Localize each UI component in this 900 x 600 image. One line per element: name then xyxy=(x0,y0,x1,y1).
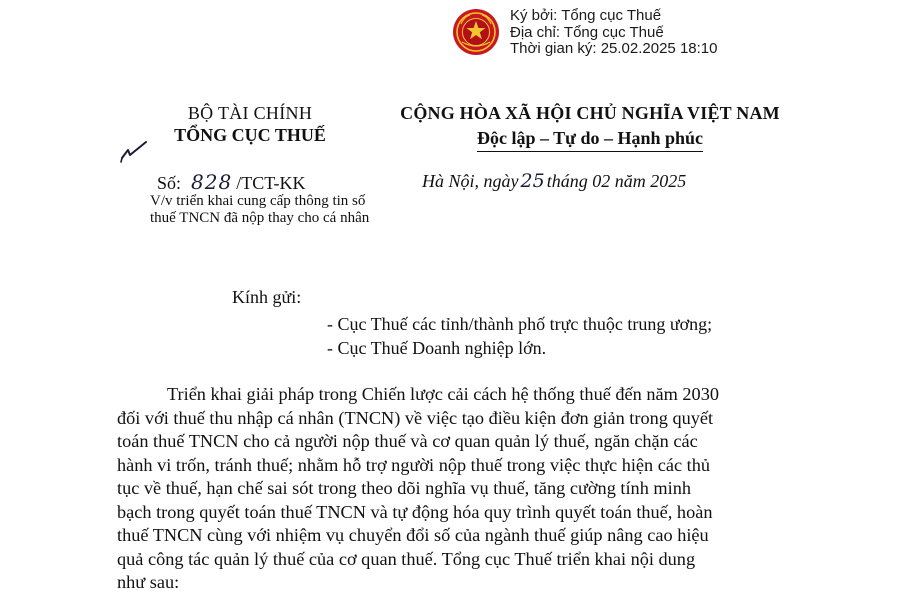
signed-by-text: Ký bởi: Tổng cục Thuế xyxy=(510,7,662,24)
date-suffix: tháng 02 năm 2025 xyxy=(546,171,687,191)
body-line: tục về thuế, hạn chế sai sót trong theo dõi nghĩa vụ thuế, tăng cường tính minh xyxy=(117,478,691,498)
signed-time-text: Thời gian ký: 25.02.2025 18:10 xyxy=(510,40,718,57)
handwritten-mark xyxy=(118,138,152,166)
body-line: toán thuế TNCN cho cả người nộp thuế và cơ quan quản lý thuế, ngăn chặn các xyxy=(117,431,698,451)
digital-signature-info xyxy=(510,8,717,58)
body-line: hành vi trốn, tránh thuế; nhằm hỗ trợ người nộp thuế trong việc thực hiện các thủ xyxy=(117,454,711,475)
recipient-item: - Cục Thuế các tỉnh/thành phố trực thuộc trung ương; xyxy=(327,314,713,334)
nation-name: CỘNG HÒA XÃ HỘI CHỦ NGHĨA VIỆT NAM xyxy=(400,103,780,123)
doc-number-suffix: /TCT-KK xyxy=(236,173,306,193)
tax-authority-seal-icon xyxy=(452,8,500,56)
body-line: Triển khai giải pháp trong Chiến lược cải cách hệ thống thuế đến năm 2030 xyxy=(167,384,719,404)
body-line: bạch trong quyết toán thuế TNCN và tự động hóa quy trình quyết toán thuế, hoàn xyxy=(117,501,713,522)
department-name: TỔNG CỤC THUẾ xyxy=(174,125,326,145)
doc-number-prefix: Số: xyxy=(157,173,182,193)
body-line: đối với thuế thu nhập cá nhân (TNCN) về việc tạo điều kiện đơn giản trong quyết xyxy=(117,407,714,428)
date-prefix: Hà Nội, ngày xyxy=(422,171,519,191)
date-line xyxy=(422,170,686,192)
body-paragraph xyxy=(117,383,783,595)
body-line: thuế TNCN cùng với nhiệm vụ chuyển đổi số của ngành thuế giúp nâng cao hiệu xyxy=(117,525,709,545)
national-motto: Độc lập – Tự do – Hạnh phúc xyxy=(477,128,703,152)
document-subject: V/v triển khai cung cấp thông tin số thuế TNCN đã nộp thay cho cá nhân xyxy=(150,193,370,226)
recipient-item: - Cục Thuế Doanh nghiệp lớn. xyxy=(327,338,547,358)
ministry-name: BỘ TÀI CHÍNH xyxy=(187,103,313,123)
body-line: quả công tác quản lý thuế của cơ quan thuế. Tổng cục Thuế triển khai nội dung xyxy=(117,548,696,569)
national-header xyxy=(380,103,800,152)
document-number xyxy=(157,170,306,194)
body-line: như sau: xyxy=(117,572,180,592)
doc-number-handwritten: 828 xyxy=(191,170,233,194)
issuing-agency xyxy=(150,103,350,146)
signer-address-text: Địa chỉ: Tổng cục Thuế xyxy=(510,23,664,41)
date-day-handwritten: 25 xyxy=(520,170,545,192)
recipients-label: Kính gửi: xyxy=(232,287,302,307)
